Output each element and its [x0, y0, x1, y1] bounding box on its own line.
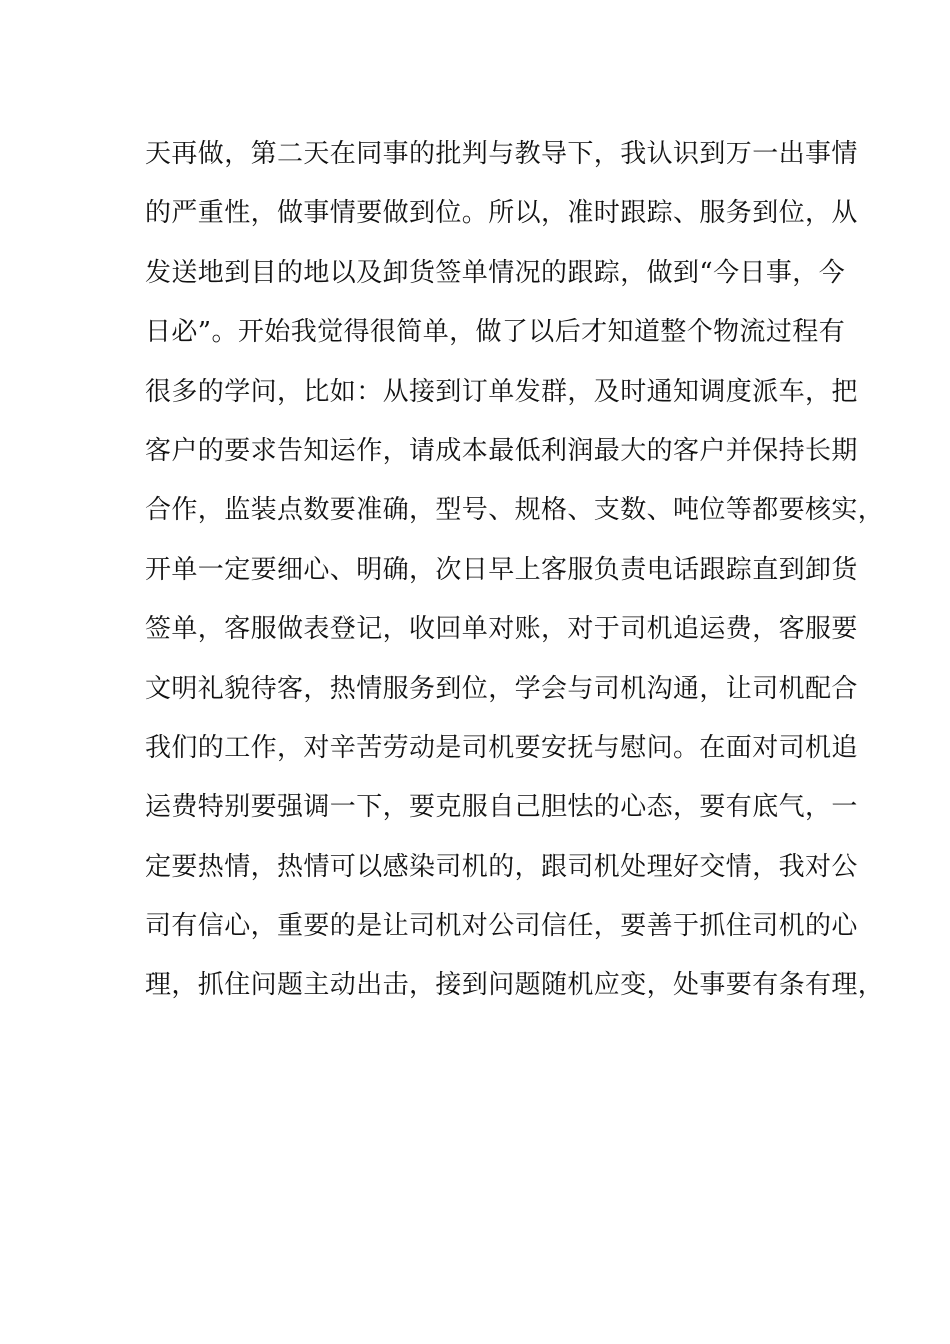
text-line: 日必”。开始我觉得很简单，做了以后才知道整个物流过程有 — [145, 317, 846, 348]
text-line: 客户的要求告知运作，请成本最低利润最大的客户并保持长期 — [145, 435, 858, 466]
text-line: 运费特别要强调一下，要克服自己胆怯的心态，要有底气，一 — [145, 792, 858, 823]
text-line: 我们的工作，对辛苦劳动是司机要安抚与慰问。在面对司机追 — [145, 732, 858, 763]
text-line: 很多的学问，比如：从接到订单发群，及时通知调度派车，把 — [145, 376, 858, 407]
text-line: 合作，监装点数要准确，型号、规格、支数、吨位等都要核实， — [145, 495, 885, 526]
text-line: 定要热情，热情可以感染司机的，跟司机处理好交情，我对公 — [145, 851, 858, 882]
body-text — [145, 128, 885, 1019]
text-line: 的严重性，做事情要做到位。所以，准时跟踪、服务到位，从 — [145, 198, 858, 229]
text-line: 理，抓住问题主动出击，接到问题随机应变，处事要有条有理， — [145, 970, 885, 1001]
text-line: 文明礼貌待客，热情服务到位，学会与司机沟通，让司机配合 — [145, 673, 858, 704]
text-line: 发送地到目的地以及卸货签单情况的跟踪，做到“今日事，今 — [145, 257, 846, 288]
text-line: 司有信心，重要的是让司机对公司信任，要善于抓住司机的心 — [145, 911, 858, 942]
text-line: 天再做，第二天在同事的批判与教导下，我认识到万一出事情 — [145, 139, 858, 169]
text-line: 签单，客服做表登记，收回单对账，对于司机追运费，客服要 — [145, 614, 858, 645]
text-line: 开单一定要细心、明确，次日早上客服负责电话跟踪直到卸货 — [145, 554, 858, 585]
